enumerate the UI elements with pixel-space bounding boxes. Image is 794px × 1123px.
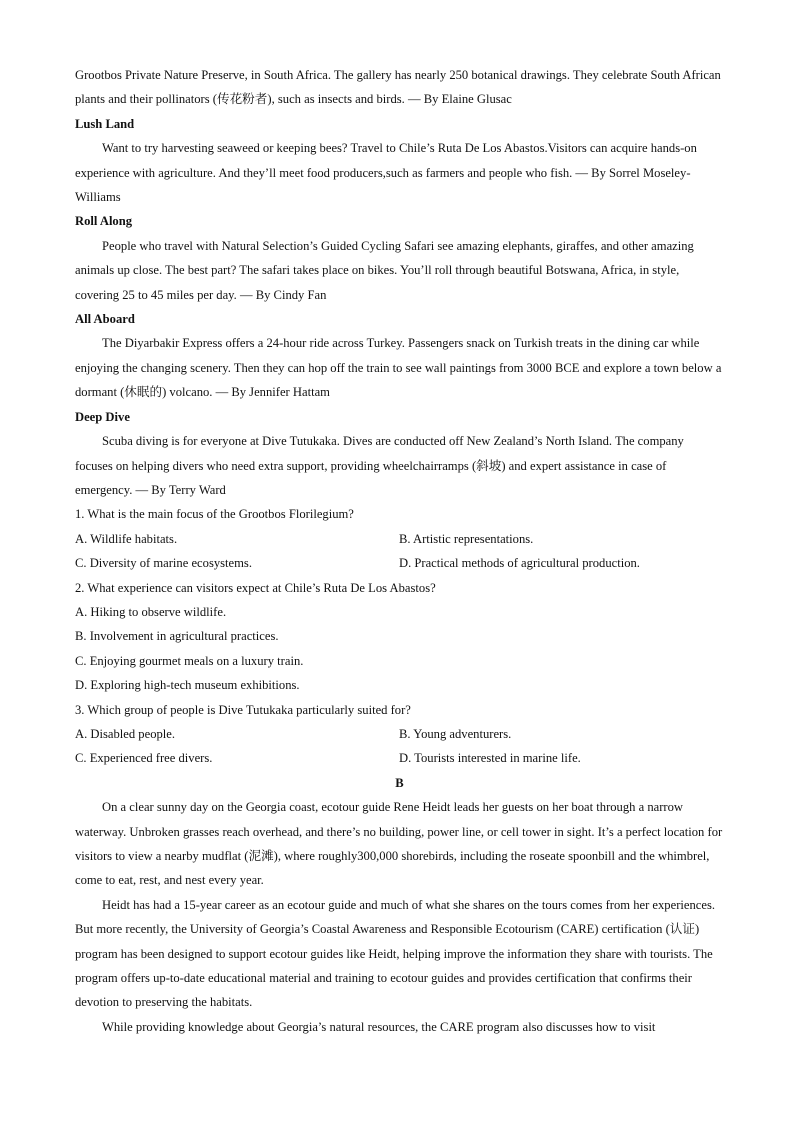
option-2a: A. Hiking to observe wildlife. xyxy=(75,604,227,619)
paragraph-deep-dive: Scuba diving is for everyone at Dive Tutukaka. Dives are conducted off New Zealand’s North Island. The company focuses on helping divers who need extra support, providing wheelchairramps (斜坡) and expert assistance in case of emergency. — By Terry Ward xyxy=(75,434,684,497)
paragraph-roll-along: People who travel with Natural Selection’s Guided Cycling Safari see amazing elephants, giraffes, and other amazing animals up close. The best part? The safari takes place on bikes. You’ll roll through beautiful Botswana, Africa, in style, covering 25 to 45 miles per day. — By Cindy Fan xyxy=(75,238,694,302)
option-2b: B. Involvement in agricultural practices. xyxy=(75,629,279,644)
heading-lush-land: Lush Land xyxy=(75,116,135,131)
section-b-paragraph-3: While providing knowledge about Georgia’s natural resources, the CARE program also discusses how to visit xyxy=(102,1019,656,1034)
option-1c: C. Diversity of marine ecosystems. xyxy=(75,556,252,571)
option-2d: D. Exploring high-tech museum exhibitions. xyxy=(75,678,300,693)
question-3: 3. Which group of people is Dive Tutukaka particularly suited for? xyxy=(75,702,411,717)
question-1: 1. What is the main focus of the Grootbos Florilegium? xyxy=(75,507,354,522)
heading-roll-along: Roll Along xyxy=(75,214,133,229)
question-3-options-row-1 xyxy=(75,722,724,746)
option-3c: C. Experienced free divers. xyxy=(75,751,213,766)
option-3b: B. Young adventurers. xyxy=(399,726,512,741)
question-1-options-row-2 xyxy=(75,551,724,575)
heading-deep-dive: Deep Dive xyxy=(75,409,130,424)
option-3d: D. Tourists interested in marine life. xyxy=(399,751,581,766)
question-2: 2. What experience can visitors expect at Chile’s Ruta De Los Abastos? xyxy=(75,580,436,595)
paragraph-lush-land: Want to try harvesting seaweed or keeping bees? Travel to Chile’s Ruta De Los Abastos.Visitors can acquire hands-on experience with agriculture. And they’ll meet food producers,such as farmers and people who fish. — By Sorrel Moseley-Williams xyxy=(75,141,697,205)
paragraph-all-aboard: The Diyarbakir Express offers a 24-hour ride across Turkey. Passengers snack on Turkish treats in the dining car while enjoying the changing scenery. Then they can hop off the train to see wall paintings from 3000 BCE and explore a town below a dormant (休眠的) volcano. — By Jennifer Hattam xyxy=(75,336,722,400)
option-1a: A. Wildlife habitats. xyxy=(75,531,178,546)
question-1-options-row-1 xyxy=(75,527,724,551)
question-3-options-row-2 xyxy=(75,746,724,770)
option-2c: C. Enjoying gourmet meals on a luxury train. xyxy=(75,653,304,668)
section-b-paragraph-1: On a clear sunny day on the Georgia coast, ecotour guide Rene Heidt leads her guests on her boat through a narrow waterway. Unbroken grasses reach overhead, and there’s no building, power line, or cell tower in sight. It’s a perfect location for visitors to view a nearby mudflat (泥滩), where roughly300,000 shorebirds, including the roseate spoonbill and the whimbrel, come to eat, rest, and nest every year. xyxy=(75,800,723,888)
intro-paragraph: Grootbos Private Nature Preserve, in South Africa. The gallery has nearly 250 botanical drawings. They celebrate South African plants and their pollinators (传花粉者), such as insects and birds. — By Elaine Glusac xyxy=(75,68,721,107)
option-3a: A. Disabled people. xyxy=(75,726,176,741)
option-1d: D. Practical methods of agricultural production. xyxy=(399,556,640,571)
option-1b: B. Artistic representations. xyxy=(399,531,534,546)
section-b-letter: B xyxy=(395,775,404,790)
heading-all-aboard: All Aboard xyxy=(75,312,135,327)
section-b-paragraph-2: Heidt has had a 15-year career as an ecotour guide and much of what she shares on the tours comes from her experiences. But more recently, the University of Georgia’s Coastal Awareness and Responsible Ecotourism (CARE) certification (认证) program has been designed to support ecotour guides like Heidt, helping improve the information they share with tourists. The program offers up-to-date educational material and training to ecotour guides and provides certification that confirms their devotion to preserving the habitats. xyxy=(75,897,716,1010)
